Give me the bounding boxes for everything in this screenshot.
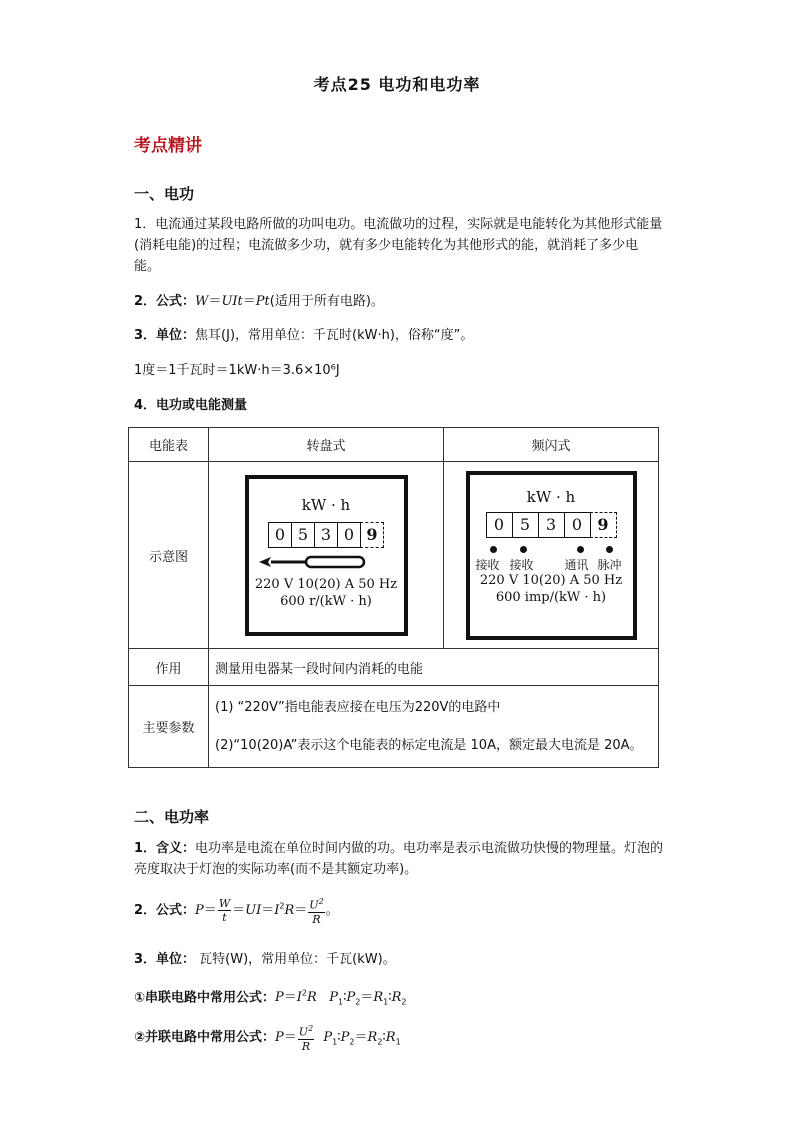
header-flash: 频闪式	[444, 428, 659, 462]
flash-meter-diagram	[466, 471, 637, 640]
table-header-row	[129, 428, 659, 462]
digit: 0	[486, 512, 512, 538]
table-row-use	[129, 649, 659, 686]
work-unit-line	[134, 325, 664, 346]
disc-meter-cell	[209, 462, 444, 649]
section-heading: 考点精讲	[134, 136, 202, 156]
power-formula-label: 2．公式：	[134, 902, 196, 918]
parallel-formula-label: ②并联电路中常用公式：	[134, 1029, 276, 1045]
digit-decimal: 9	[590, 512, 617, 538]
disc-meter-unit: kW · h	[301, 495, 351, 514]
indicator-label: 接收	[509, 557, 534, 572]
work-formula: W＝UIt＝Pt	[195, 294, 270, 309]
flash-meter-cell	[444, 462, 659, 649]
work-formula-line	[134, 291, 664, 312]
part2-heading: 二、电功率	[134, 808, 210, 826]
header-disc: 转盘式	[209, 428, 444, 462]
power-meaning-text: 电功率是电流在单位时间内做的功。电功率是表示电流做功快慢的物理量。灯泡的亮度取决于灯泡的实际功率(而不是其额定功率)。	[134, 841, 664, 877]
parallel-formula: P＝ $\frac{U^2}{R}$ $P_1∶P_2=R_2∶R_1$	[275, 1024, 401, 1053]
digit: 5	[291, 522, 314, 548]
indicator-dot-icon	[490, 546, 497, 553]
power-formula: P＝ $\frac{W}{t}$ $=UI=I^2R=$ $\frac{U^2}{R}$ 。	[195, 896, 339, 926]
conversion-line: 1度＝1千瓦时＝1kW·h＝3.6×10⁶J	[134, 363, 340, 378]
measure-heading: 4．电功或电能测量	[134, 398, 248, 413]
work-formula-label: 2．公式：	[134, 294, 196, 309]
row-use-text: 测量用电器某一段时间内消耗的电能	[209, 649, 659, 686]
digit: 0	[564, 512, 590, 538]
series-formula: $P=I^2R$ $P_1∶P_2=R_1∶R_2$	[275, 989, 407, 1007]
power-formula-line	[134, 895, 664, 926]
work-formula-note: (适用于所有电路)。	[269, 294, 384, 309]
power-meaning	[134, 838, 664, 880]
flash-meter-unit: kW · h	[526, 487, 576, 506]
indicator-label: 接收	[475, 557, 500, 572]
param-1: (1) “220V”指电能表应接在电压为220V的电路中	[215, 700, 501, 715]
part1-heading: 一、电功	[134, 185, 195, 203]
digit: 0	[268, 522, 291, 548]
row-param-content	[209, 686, 659, 768]
flash-meter-spec2: 600 imp/(kW · h)	[495, 589, 607, 605]
page-title: 考点25 电功和电功率	[313, 75, 481, 94]
digit: 3	[314, 522, 337, 548]
flash-meter-spec1: 220 V 10(20) A 50 Hz	[479, 572, 623, 588]
disc-meter-digits	[249, 522, 404, 548]
indicator-label: 通讯	[564, 557, 589, 572]
disc-meter-spec2: 600 r/(kW · h)	[280, 593, 372, 609]
power-unit-text: 瓦特(W)，常用单位：千瓦(kW)。	[195, 952, 396, 967]
power-unit-line	[134, 949, 664, 970]
digit: 5	[512, 512, 538, 538]
power-meaning-label: 1．含义：	[134, 841, 196, 856]
meter-table	[128, 427, 659, 768]
param-2: (2)“10(20)A”表示这个电能表的标定电流是 10A，额定最大电流是 20A。	[215, 738, 643, 753]
digit: 0	[337, 522, 360, 548]
table-row-params	[129, 686, 659, 768]
work-unit-label: 3．单位：	[134, 328, 196, 343]
indicator-dot-icon	[577, 546, 584, 553]
indicator-dot-icon	[606, 546, 613, 553]
indicator-dots	[470, 544, 633, 556]
indicator-labels	[470, 556, 633, 572]
row-use-label: 作用	[129, 649, 209, 686]
digit: 3	[538, 512, 564, 538]
disc-meter-diagram	[245, 475, 408, 636]
rotating-disc-icon	[251, 552, 401, 572]
header-meter: 电能表	[129, 428, 209, 462]
part1-paragraph: 1．电流通过某段电路所做的功叫电功。电流做功的过程，实际就是电能转化为其他形式能量(消耗电能)的过程；电流做多少功，就有多少电能转化为其他形式的能，就消耗了多少电能。	[134, 217, 663, 274]
row-diagram-label: 示意图	[129, 462, 209, 649]
digit-decimal: 9	[360, 522, 384, 548]
parallel-formula-line	[134, 1022, 664, 1053]
table-row-diagram	[129, 462, 659, 649]
disc-meter-spec1: 220 V 10(20) A 50 Hz	[254, 576, 398, 592]
work-unit-text: 焦耳(J)，常用单位：千瓦时(kW·h)，俗称“度”。	[195, 328, 474, 343]
flash-meter-digits	[470, 512, 633, 538]
indicator-label: 脉冲	[597, 557, 622, 572]
row-param-label: 主要参数	[129, 686, 209, 768]
power-unit-label: 3．单位：	[134, 952, 196, 967]
series-formula-line	[134, 983, 664, 1013]
series-formula-label: ①串联电路中常用公式：	[134, 990, 276, 1006]
indicator-dot-icon	[520, 546, 527, 553]
